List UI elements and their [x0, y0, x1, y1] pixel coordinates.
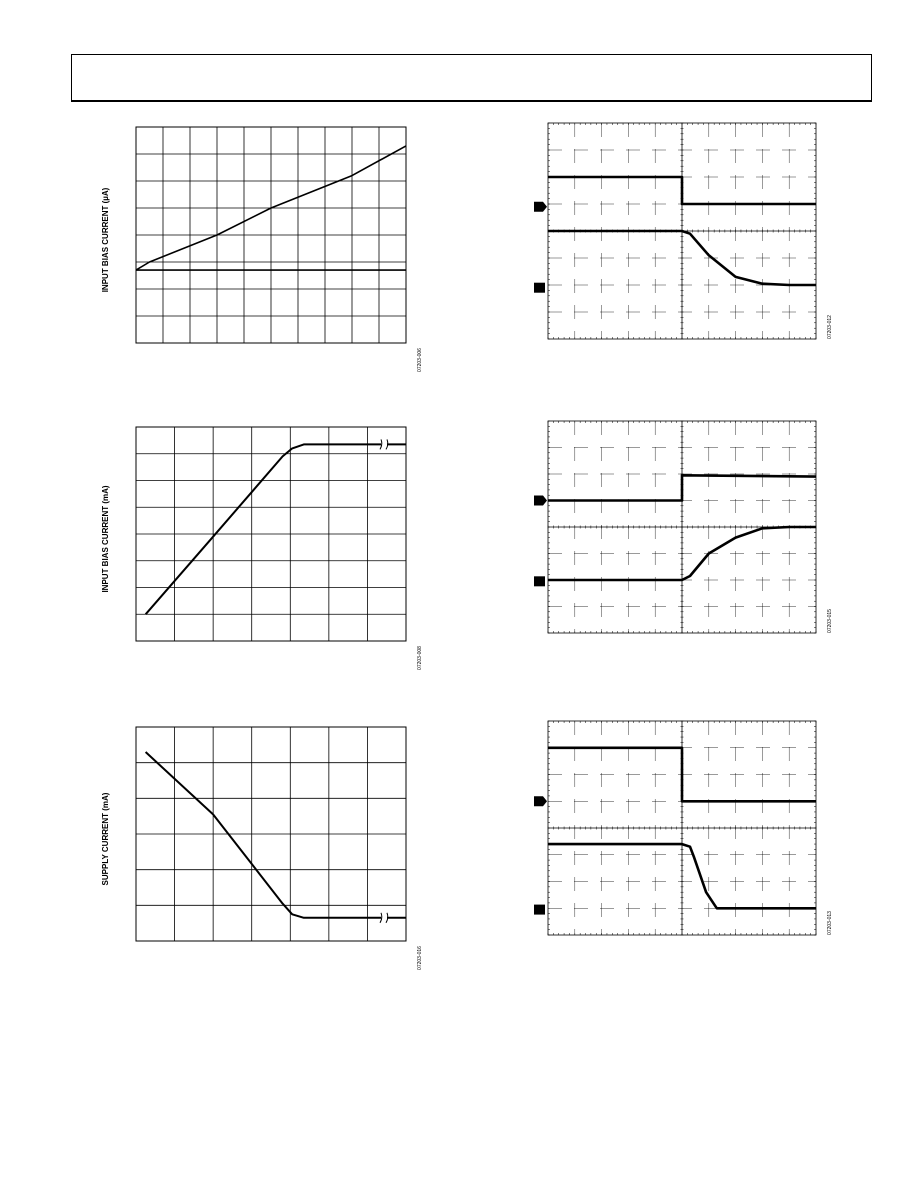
channel-1-ground-marker	[534, 202, 547, 212]
figure-code: 07203-008	[417, 646, 423, 670]
chart-left-3	[90, 720, 435, 980]
channel-2-ground-marker	[534, 905, 545, 915]
chart-right-1	[525, 115, 840, 355]
channel-1-ground-marker	[534, 496, 547, 506]
series-line-1	[548, 177, 816, 204]
chart-right-2	[525, 415, 840, 655]
chart-right-3	[525, 715, 840, 955]
axis-break-symbol	[380, 438, 388, 450]
grid	[136, 427, 406, 641]
grid	[136, 727, 406, 941]
axis-break-symbol	[380, 912, 388, 924]
series-line-1	[548, 475, 816, 500]
figure-code: 07203-016	[417, 946, 423, 970]
series-line-1	[146, 444, 406, 614]
figure-code: 07203-012	[827, 315, 833, 339]
y-axis-label: SUPPLY CURRENT (mA)	[101, 792, 110, 886]
chart-left-1	[90, 120, 435, 380]
page-header	[71, 54, 872, 102]
figure-code: 07203-013	[827, 911, 833, 935]
channel-1-ground-marker	[534, 796, 547, 806]
y-axis-label: INPUT BIAS CURRENT (mA)	[101, 485, 110, 593]
channel-2-ground-marker	[534, 283, 545, 293]
figure-code: 07203-006	[417, 348, 423, 372]
channel-2-ground-marker	[534, 576, 545, 586]
grid	[136, 127, 406, 343]
y-axis-label: INPUT BIAS CURRENT (µA)	[101, 187, 110, 293]
chart-left-2	[90, 420, 435, 680]
series-line-1	[146, 752, 406, 918]
figure-code: 07203-015	[827, 609, 833, 633]
series-line-1	[548, 748, 816, 802]
